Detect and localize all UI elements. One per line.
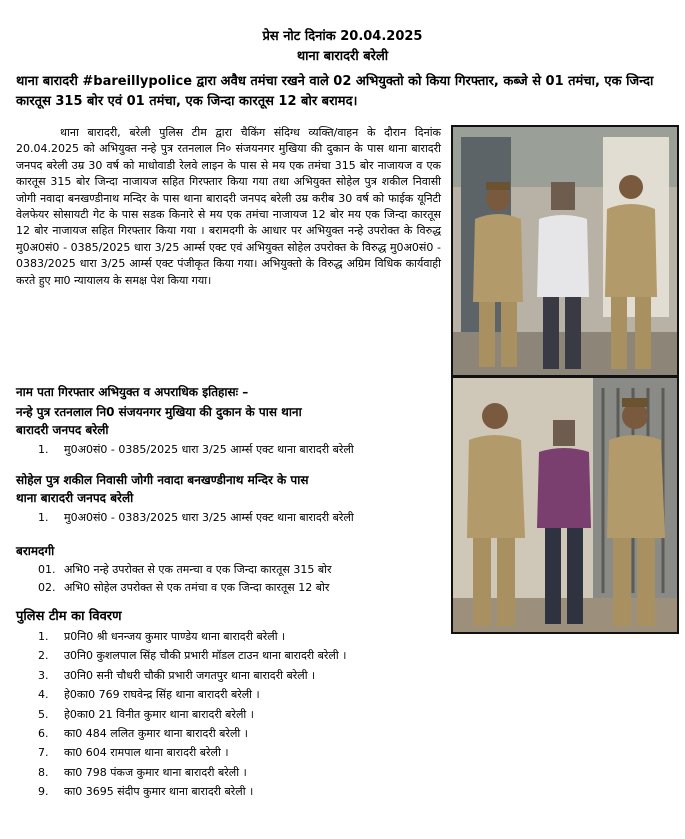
team-member: का0 3695 संदीप कुमार थाना बारादरी बरेली । xyxy=(64,785,254,799)
list-item-number: 02. xyxy=(38,581,56,594)
list-item-number: 01. xyxy=(38,563,56,576)
team-member: उ0नि0 सनी चौधरी चौकी प्रभारी जगतपुर थाना बारादरी बरेली । xyxy=(64,668,316,682)
accused-1-name-line2: बारादरी जनपद बरेली xyxy=(16,423,109,437)
recovery-list xyxy=(38,561,332,597)
list-item-number: 2. xyxy=(38,649,49,663)
list-item xyxy=(38,724,346,743)
photo-1-illustration xyxy=(453,127,677,375)
list-item-number: 1. xyxy=(38,630,49,643)
arrest-photo-2 xyxy=(451,376,679,634)
recovery-heading: बरामदगी xyxy=(16,544,55,558)
list-item-number: 4. xyxy=(38,688,49,702)
list-item-number: 1. xyxy=(38,443,49,456)
photo-2-illustration xyxy=(453,378,677,632)
list-item-number: 5. xyxy=(38,707,49,721)
team-member: हे0का0 21 विनीत कुमार थाना बारादरी बरेली । xyxy=(64,707,254,721)
recovery-item-text: अभि0 सोहेल उपरोक्त से एक तमंचा व एक जिन्दा कारतूस 12 बोर xyxy=(64,581,330,594)
team-list xyxy=(38,627,346,802)
list-item xyxy=(38,666,346,685)
list-item-number: 1. xyxy=(38,511,49,524)
list-item-number: 3. xyxy=(38,668,49,682)
list-item xyxy=(38,441,354,459)
accused-2-case-list xyxy=(38,509,354,527)
list-item-number: 6. xyxy=(38,727,49,741)
accused-2-name-line1: सोहेल पुत्र शकील निवासी जोगी नवादा बनखण्डीनाथ मन्दिर के पास xyxy=(16,473,309,487)
list-item xyxy=(38,782,346,801)
list-item xyxy=(38,509,354,527)
team-member: हे0का0 769 राघवेन्द्र सिंह थाना बारादरी बरेली । xyxy=(64,688,260,702)
list-item xyxy=(38,743,346,762)
team-member: का0 484 ललित कुमार थाना बारादरी बरेली । xyxy=(64,727,248,741)
list-item xyxy=(38,646,346,665)
headline: थाना बारादरी #bareillypolice द्वारा अवैध तमंचा रखने वाले 02 अभियुक्तो को किया गिरफ्तार, कब्जे से 01 तमंचा, एक जिन्दा कारतूस 315 बोर एवं 01 तमंचा, एक जिन्दा कारतूस 12 बोर बरामद। xyxy=(16,74,654,109)
list-item-number: 7. xyxy=(38,746,49,760)
press-note-title: प्रेस नोट दिनांक 20.04.2025 xyxy=(262,29,423,44)
arrest-photo-1 xyxy=(451,125,679,377)
accused-heading: नाम पता गिरफ्तार अभियुक्त व अपराधिक इतिहासः – xyxy=(16,385,249,399)
team-member: उ0नि0 कुशलपाल सिंह चौकी प्रभारी मॉडल टाउन थाना बारादरी बरेली । xyxy=(64,649,347,663)
list-item xyxy=(38,685,346,704)
accused-1-name-line1: नन्हे पुत्र रतनलाल नि0 संजयनगर मुखिया की दुकान के पास थाना xyxy=(16,405,302,419)
list-item xyxy=(38,763,346,782)
recovery-item-text: अभि0 नन्हे उपरोक्त से एक तमन्चा व एक जिन्दा कारतूस 315 बोर xyxy=(64,563,332,576)
accused-1-case: मु0अ0सं0 - 0385/2025 धारा 3/25 आर्म्स एक्ट थाना बारादरी बरेली xyxy=(64,443,354,456)
team-heading: पुलिस टीम का विवरण xyxy=(16,609,122,624)
team-member: का0 604 रामपाल थाना बारादरी बरेली । xyxy=(64,746,229,760)
list-item xyxy=(38,561,332,579)
accused-2-case: मु0अ0सं0 - 0383/2025 धारा 3/25 आर्म्स एक्ट थाना बारादरी बरेली xyxy=(64,511,354,524)
list-item-number: 9. xyxy=(38,785,49,799)
press-note-station: थाना बारादरी बरेली xyxy=(296,49,389,64)
accused-2-name-line2: थाना बारादरी जनपद बरेली xyxy=(16,491,134,505)
body-paragraph: थाना बारादरी, बरेली पुलिस टीम द्वारा चैकिंग संदिग्ध व्यक्ति/वाहन के दौरान दिनांक 20.04.2025 को अभियुक्त नन्हे पुत्र रतनलाल नि० संजयनगर मुखिया की दुकान के पास थाना बारादरी जनपद बरेली उम्र 30 वर्ष को माधोवाडी रेलवे लाइन के पास से मय एक तमंचा 315 बोर नाजायज व एक कारतूस 315 बोर जिन्दा नाजायज सहित गिरफ्तार किया गया तथा अभियुक्त सोहेल पुत्र शकील निवासी जोगी नवादा बनखण्डीनाथ मन्दिर के पास थाना बारादरी जनपद बरेली उम्र करीब 30 वर्ष को फाईक यूनिटी वेलफेयर सोसायटी गेट के पास सडक किनारे से मय एक तमंचा नाजायज 12 बोर मय एक जिन्दा कारतूस 12 बोर नाजायज सहित गिरफ्तार किया गया । बरामदगी के आधार पर अभियुक्त नन्हे उपरोक्त के विरुद्ध मु0अ0सं0 - 0385/2025 धारा 3/25 आर्म्स एक्ट एवं अभियुक्त सोहेल उपरोक्त के विरुद्ध मु0अ0सं0 - 0383/2025 धारा 3/25 आर्म्स एक्ट पंजीकृत किया गया। अभियुक्तो के विरुद्ध अग्रिम विधिक कार्यवाही करते हुए मा0 न्यायालय के समक्ष पेश किया गया। xyxy=(16,126,441,287)
team-member: का0 798 पंकज कुमार थाना बारादरी बरेली । xyxy=(64,765,247,779)
list-item xyxy=(38,579,332,597)
accused-1-case-list xyxy=(38,441,354,459)
team-member: प्र0नि0 श्री धनन्जय कुमार पाण्डेय थाना बारादरी बरेली । xyxy=(64,630,286,643)
list-item-number: 8. xyxy=(38,765,49,779)
list-item xyxy=(38,627,346,646)
list-item xyxy=(38,705,346,724)
